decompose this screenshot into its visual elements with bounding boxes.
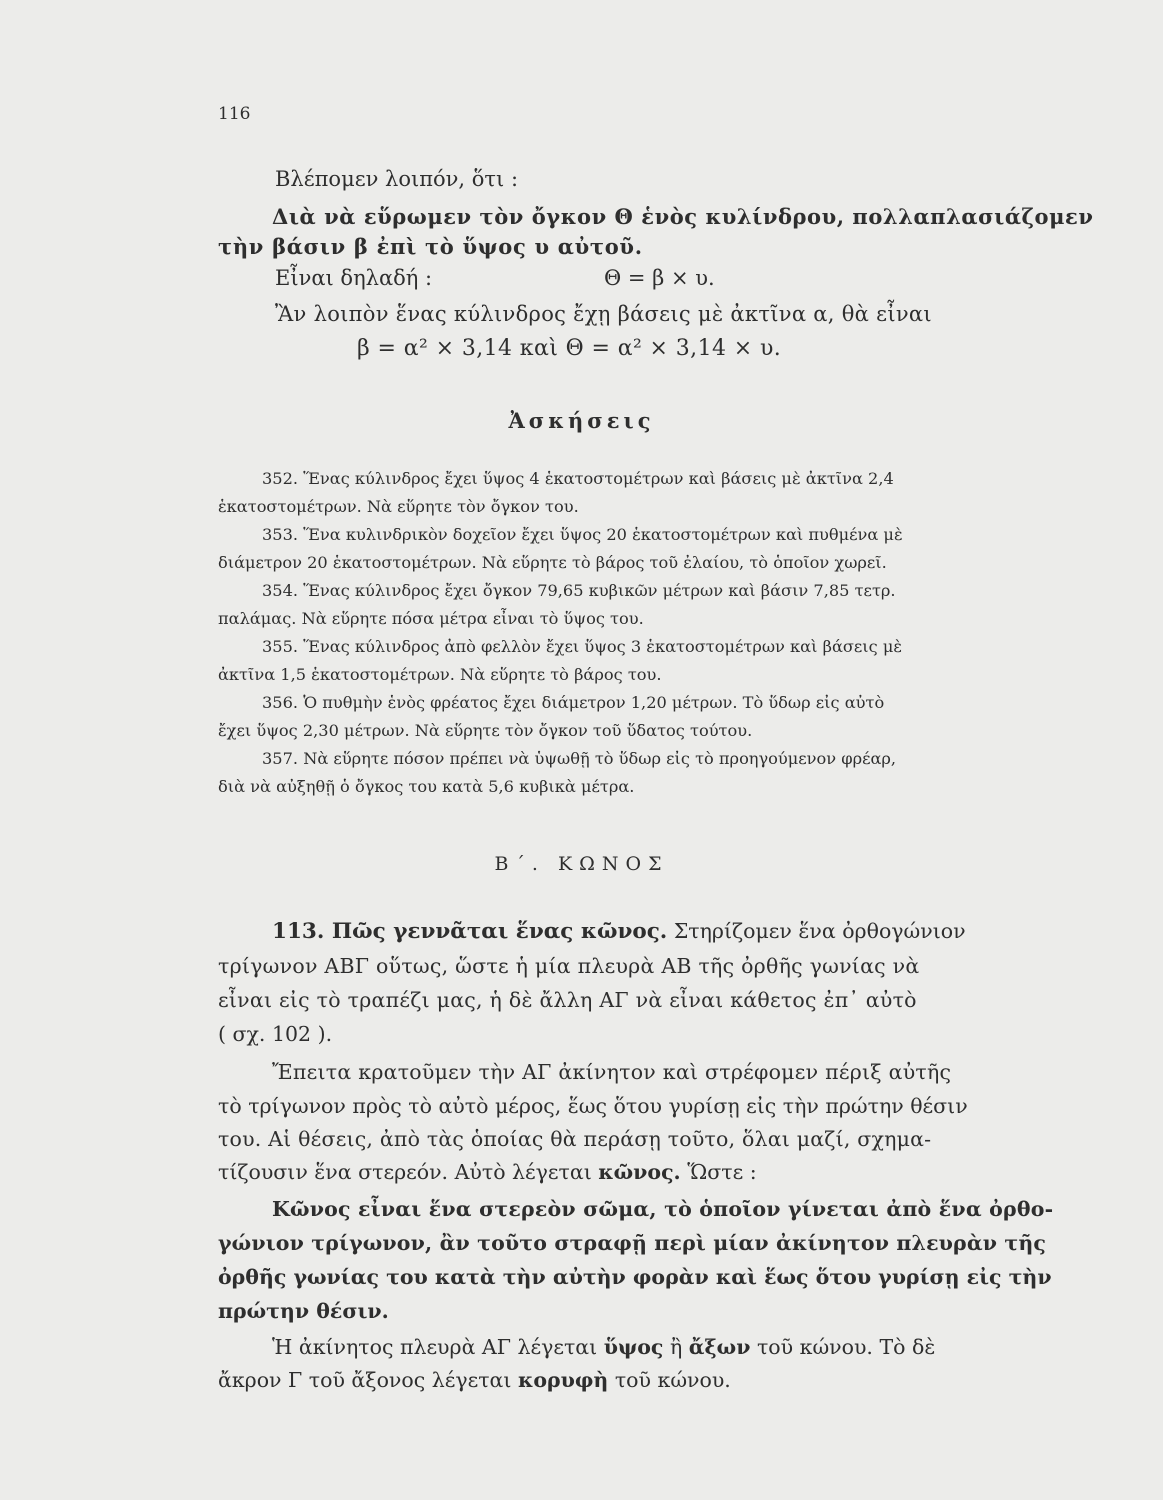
definition-line: Κῶνος εἶναι ἕνα στερεὸν σῶμα, τὸ ὁποῖον γίνεται ἀπὸ ἕνα ὀρθο- [272,1197,1054,1221]
term-apex: κορυφὴ [517,1368,609,1392]
conditional-line: Ἂν λοιπὸν ἕνας κύλινδρος ἔχῃ βάσεις μὲ ἀκτῖνα α, θὰ εἶναι [275,302,932,326]
paragraph-first-line [272,919,966,944]
exercise-line: 354. Ἕνας κύλινδρος ἔχει ὄγκον 79,65 κυβικῶν μέτρων καὶ βάσιν 7,85 τετρ. [262,581,896,600]
exercise-line: ἑκατοστομέτρων. Νὰ εὕρητε τὸν ὄγκον του. [218,497,579,516]
exercise-line: 352. Ἕνας κύλινδρος ἔχει ὕψος 4 ἑκατοστομέτρων καὶ βάσεις μὲ ἀκτῖνα 2,4 [262,469,894,488]
body-text: τοῦ κώνου. [614,1368,731,1392]
exercises-heading: Ἀσκήσεις [508,408,655,433]
apex-line [218,1368,731,1392]
body-line: εἶναι εἰς τὸ τραπέζι μας, ἡ δὲ ἄλλη ΑΓ νὰ εἶναι κάθετος ἐπ᾽ αὐτὸ [218,988,917,1012]
exercise-line: διάμετρον 20 ἑκατοστομέτρων. Νὰ εὕρητε τὸ βάρος τοῦ ἐλαίου, τὸ ὁποῖον χωρεῖ. [218,553,887,572]
definition-line: πρώτην θέσιν. [218,1299,389,1323]
rule-line-1: Διὰ νὰ εὕρωμεν τὸν ὄγκον Θ ἑνὸς κυλίνδρου, πολλαπλασιάζομεν [272,204,1094,229]
exercise-line: ἀκτῖνα 1,5 ἑκατοστομέτρων. Νὰ εὕρητε τὸ βάρος του. [218,665,662,684]
formula-base-volume: β = α² × 3,14 καὶ Θ = α² × 3,14 × υ. [357,336,782,361]
rule-line-2: τὴν βάσιν β ἐπὶ τὸ ὕψος υ αὐτοῦ. [218,234,643,259]
section-heading: Β΄. ΚΩΝΟΣ [494,853,669,875]
formula-label: Εἶναι δηλαδή : [275,266,433,290]
exercise-line: παλάμας. Νὰ εὕρητε πόσα μέτρα εἶναι τὸ ὕψος του. [218,609,644,628]
body-line [218,1160,757,1184]
term-height: ὕψος [603,1335,664,1359]
body-text: ἢ [669,1335,683,1359]
term-axis: ἄξων [688,1335,751,1359]
exercise-line: 356. Ὁ πυθμὴν ἑνὸς φρέατος ἔχει διάμετρον 1,20 μέτρων. Τὸ ὕδωρ εἰς αὐτὸ [262,693,885,712]
intro-line: Βλέπομεν λοιπόν, ὅτι : [275,167,519,191]
formula-volume: Θ = β × υ. [604,266,715,290]
body-line: του. Αἱ θέσεις, ἀπὸ τὰς ὁποίας θὰ περάσῃ τοῦτο, ὅλαι μαζί, σχημα- [218,1127,932,1151]
paragraph-title: 113. Πῶς γεννᾶται ἕνας κῶνος. [272,919,668,944]
exercise-line: διὰ νὰ αὐξηθῇ ὁ ὄγκος του κατὰ 5,6 κυβικὰ μέτρα. [218,777,635,796]
page-number: 116 [218,104,251,124]
definition-line: ὀρθῆς γωνίας του κατὰ τὴν αὐτὴν φορὰν καὶ ἕως ὅτου γυρίσῃ εἰς τὴν [218,1265,1052,1289]
body-text: τίζουσιν ἕνα στερεόν. Αὐτὸ λέγεται [218,1160,592,1184]
body-line: ( σχ. 102 ). [218,1022,333,1046]
definition-line: γώνιον τρίγωνον, ἂν τοῦτο στραφῇ περὶ μίαν ἀκίνητον πλευρὰν τῆς [218,1231,1047,1255]
body-text: Ἡ ἀκίνητος πλευρὰ ΑΓ λέγεται [272,1335,598,1359]
exercise-line: ἔχει ὕψος 2,30 μέτρων. Νὰ εὕρητε τὸν ὄγκον τοῦ ὕδατος τούτου. [218,721,753,740]
exercise-line: 353. Ἕνα κυλινδρικὸν δοχεῖον ἔχει ὕψος 20 ἑκατοστομέτρων καὶ πυθμένα μὲ [262,525,903,544]
body-line: τὸ τρίγωνον πρὸς τὸ αὐτὸ μέρος, ἕως ὅτου γυρίσῃ εἰς τὴν πρώτην θέσιν [218,1094,968,1118]
exercise-line: 355. Ἕνας κύλινδρος ἀπὸ φελλὸν ἔχει ὕψος 3 ἑκατοστομέτρων καὶ βάσεις μὲ [262,637,903,656]
body-line: τρίγωνον ΑΒΓ οὕτως, ὥστε ἡ μία πλευρὰ ΑΒ τῆς ὀρθῆς γωνίας νὰ [218,954,920,978]
body-text: ἄκρον Γ τοῦ ἄξονος λέγεται [218,1368,512,1392]
paragraph-text: Στηρίζομεν ἕνα ὀρθογώνιον [673,919,966,943]
term-cone: κῶνος. [598,1160,681,1184]
body-text: τοῦ κώνου. Τὸ δὲ [756,1335,936,1359]
exercise-line: 357. Νὰ εὕρητε πόσον πρέπει νὰ ὑψωθῇ τὸ ὕδωρ εἰς τὸ προηγούμενον φρέαρ, [262,749,897,768]
body-text: Ὥστε : [687,1160,757,1184]
axis-line [272,1335,935,1359]
body-line: Ἔπειτα κρατοῦμεν τὴν ΑΓ ἀκίνητον καὶ στρέφομεν πέριξ αὐτῆς [272,1060,952,1084]
